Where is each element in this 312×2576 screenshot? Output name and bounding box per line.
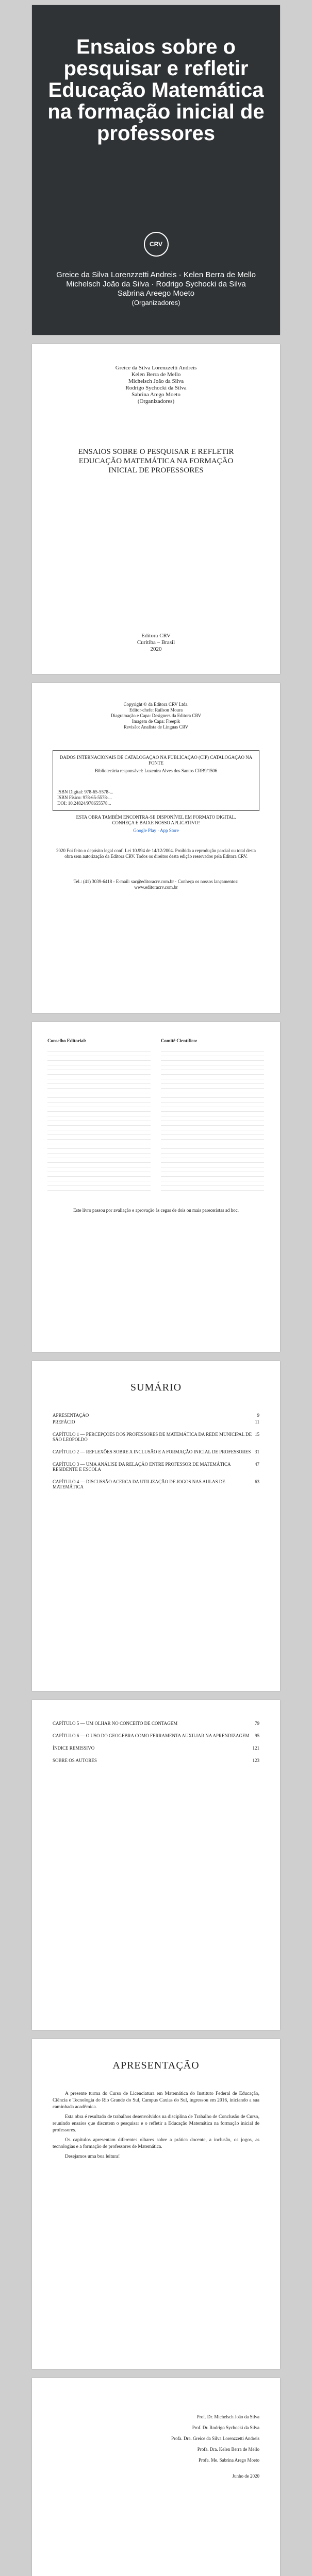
organizers-label: (Organizadores) [137,398,175,404]
imprint [32,633,280,653]
summary-page-continued [32,1700,280,2030]
cover-authors-line2: Michelsch João da Silva · Rodrigo Sychocki da Silva [66,280,246,289]
signatures-block [53,2409,259,2479]
scientific-committee-title: Comitê Científico: [161,1038,198,1043]
digital-notice-line2: CONHEÇA E BAIXE NOSSO APLICATIVO! [112,820,200,825]
credit-line-1: Copyright © da Editora CRV Ltda. [123,702,189,707]
peer-review-note: Este livro passou por avaliação e aprovação às cegas de dois ou mais pareceristas ad hoc. [73,1208,239,1213]
toc-label: CAPÍTULO 4 — DISCUSSÃO ACERCA DA UTILIZAÇÃO DE JOGOS NAS AULAS DE MATEMÁTICA [53,1479,225,1489]
cover-authors [42,270,270,308]
isbn-digital: ISBN Digital: 978-65-5578-... [57,789,113,794]
toc-item[interactable] [53,1462,259,1472]
book-title: ENSAIOS SOBRE O PESQUISAR E REFLETIR EDUCAÇÃO MATEMÁTICA NA FORMAÇÃO INICIAL DE PROFESSORES [78,448,234,474]
publisher-place: Curitiba – Brasil [137,639,175,646]
toc-label: CAPÍTULO 1 — PERCEPÇÕES DOS PROFESSORES DE MATEMÁTICA DA REDE MUNICIPAL DE SÃO LEOPOLDO [53,1432,252,1442]
signature: Prof. Dr. Michelsch João da Silva [196,2414,259,2419]
title-page [32,344,280,674]
toc-label: SOBRE OS AUTORES [53,1758,97,1763]
catalog-title: DADOS INTERNACIONAIS DE CATALOGAÇÃO NA PUBLICAÇÃO (CIP) CATALOGAÇÃO NA FONTE [59,755,253,766]
toc-item[interactable] [53,1419,259,1425]
signature-page [32,2378,280,2576]
cover-title: Ensaios sobre o pesquisar e refletir Educação Matemática na formação inicial de professores [47,36,265,145]
toc-item[interactable] [53,1733,259,1738]
summary-page [32,1361,280,1691]
cover-organizers: (Organizadores) [132,299,180,307]
toc-page: 31 [255,1449,259,1454]
rights-notice: 2020 Foi feito o depósito legal conf. Lei 10.994 de 14/12/2004. Proibida a reprodução parcial ou total desta obra sem autorização da Editora CRV. Todos os direitos desta edição reservados pela Editora CRV. [56,848,256,859]
logo-text: CRV [149,241,163,248]
toc-item[interactable] [53,1721,259,1726]
summary-list [53,1413,259,1491]
toc-page: 47 [255,1462,259,1467]
doi: DOI: 10.24824/978655578... [57,801,111,806]
toc-page: 95 [255,1733,259,1738]
author-3: Michelsch João da Silva [128,378,184,384]
presentation-body [53,2091,259,2163]
digital-notice [53,815,259,834]
scientific-committee [161,1038,264,1191]
signature: Profa. Dra. Kelen Berra de Mello [197,2447,259,2452]
toc-page: 9 [257,1413,259,1418]
presentation-paragraph: A presente turma do Curso de Licenciatura em Matemática do Instituto Federal de Educação, Ciência e Tecnologia do Rio Grande do Sul, Campus Caxias do Sul, ingressou em 2016, iniciando a sua caminhada acadêmica. [53,2091,259,2110]
toc-label: CAPÍTULO 3 — UMA ANÁLISE DA RELAÇÃO ENTRE PROFESSOR DE MATEMÁTICA RESIDENTE E ESCOLA [53,1462,231,1472]
toc-item[interactable] [53,1449,259,1454]
author-2: Kelen Berra de Mello [131,371,181,378]
signature: Profa. Me. Sabrina Arego Moeto [199,2458,259,2463]
credit-line-2: Editor-chefe: Railson Moura [129,707,183,713]
toc-page: 15 [255,1432,259,1437]
toc-page: 121 [252,1745,259,1751]
copyright-page [32,683,280,1013]
toc-page: 11 [255,1419,259,1425]
toc-label: ÍNDICE REMISSIVO [53,1745,95,1751]
publication-year: 2020 [150,646,162,652]
toc-item[interactable] [53,1479,259,1489]
publisher-logo-icon [144,232,169,257]
toc-label: APRESENTAÇÃO [53,1413,89,1418]
catalog-subtitle: Bibliotecária responsável: Luzenira Alves dos Santos CRB9/1506 [95,768,217,773]
isbn-fisico: ISBN Físico: 978-65-5578-... [57,795,112,800]
toc-label: CAPÍTULO 2 — REFLEXÕES SOBRE A INCLUSÃO E A FORMAÇÃO INICIAL DE PROFESSORES [53,1449,251,1454]
toc-label: CAPÍTULO 5 — UM OLHAR NO CONCEITO DE CONTAGEM [53,1721,178,1726]
presentation-date: Junho de 2020 [232,2473,259,2479]
contact-info: Tel.: (41) 3039-6418 - E-mail: sac@editoracrv.com.br · Conheça os nossos lançamentos: www.editoracrv.com.br [73,879,239,890]
toc-page: 123 [252,1758,259,1763]
cover-authors-line1: Greice da Silva Lorenzzetti Andreis · Kelen Berra de Mello [56,270,256,279]
presentation-page [32,2039,280,2369]
credits-block [53,702,259,730]
toc-item[interactable] [53,1745,259,1751]
catalog-card [53,750,259,811]
toc-label: CAPÍTULO 6 — O USO DO GEOGEBRA COMO FERRAMENTA AUXILIAR NA APRENDIZAGEM [53,1733,250,1738]
toc-page: 79 [255,1721,259,1726]
editorial-council-title: Conselho Editorial: [47,1038,87,1043]
credit-line-4: Imagem de Capa: Freepik [132,719,180,724]
publisher-name: Editora CRV [141,633,171,639]
author-4: Rodrigo Sychocki da Silva [125,385,187,391]
author-5: Sabrina Arego Moeto [132,392,180,398]
council-page [32,1022,280,1352]
credit-line-3: Diagramação e Capa: Designers da Editora CRV [110,713,202,718]
title-page-authors [32,365,280,405]
toc-item[interactable] [53,1413,259,1418]
signature: Profa. Dra. Greice da Silva Lorenzzetti Andreis [171,2436,259,2441]
presentation-paragraph: Os capítulos apresentam diferentes olhares sobre a prática docente, a inclusão, os jogos, as tecnologias e a formação de professores de Matemática. [53,2138,259,2149]
cover-authors-line3: Sabrina Areego Moeto [117,289,195,298]
digital-notice-line1: ESTA OBRA TAMBÉM ENCONTRA-SE DISPONÍVEL EM FORMATO DIGITAL. [76,815,236,820]
editorial-council [47,1038,151,1191]
scientific-committee-list [161,1047,264,1191]
toc-item[interactable] [53,1432,259,1442]
presentation-title: APRESENTAÇÃO [112,2060,200,2071]
author-1: Greice da Silva Lorenzzetti Andreis [115,365,197,371]
signature: Prof. Dr. Rodrigo Sychocki da Silva [192,2425,259,2430]
toc-page: 63 [255,1479,259,1484]
credit-line-5: Revisão: Analista de Línguas CRV [123,724,189,730]
summary-list-continued [53,1721,259,1765]
summary-title: SUMÁRIO [130,1382,182,1393]
toc-label: PREFÁCIO [53,1419,75,1425]
toc-item[interactable] [53,1758,259,1763]
presentation-paragraph: Esta obra é resultado de trabalhos desenvolvidos na disciplina de Trabalho de Conclusão de Curso, reunindo ensaios que discutem o pesquisar e o refletir a Educação Matemática na formação inicial de professores. [53,2114,259,2133]
book-cover [32,5,280,335]
presentation-paragraph: Desejamos uma boa leitura! [65,2154,120,2159]
editorial-council-list [47,1047,151,1191]
app-store-badges[interactable]: Google Play · App Store [133,828,179,833]
